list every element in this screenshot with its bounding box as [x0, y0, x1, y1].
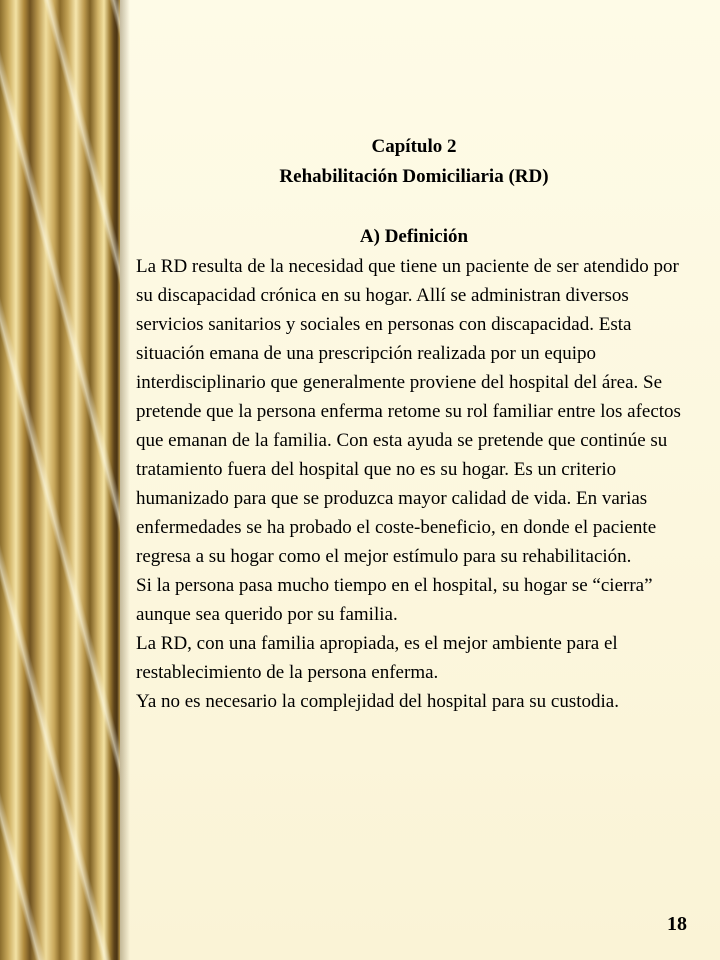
chapter-title: Rehabilitación Domiciliaria (RD) — [279, 166, 549, 187]
section-title: A) Definición — [359, 226, 469, 247]
spacer — [136, 192, 692, 222]
chapter-label: Capítulo 2 — [371, 136, 457, 157]
paragraph: Ya no es necesario la complejidad del hospital para su custodia. — [136, 691, 619, 712]
paragraph: La RD resulta de la necesidad que tiene un paciente de ser atendido por su discapacidad crónica en su hogar. Allí se administran diversos servicios sanitarios y sociales en personas con discapacidad. Esta situación emana de una prescripción realizada por un equipo interdisciplinario que generalmente proviene del hospital del área. Se pretende que la persona enferma retome su rol familiar entre los afectos que emanan de la familia. Con esta ayuda se pretende que continúe su tratamiento fuera del hospital que no es su hogar. Es un criterio humanizado para que se produzca mayor calidad de vida. En varias enfermedades se ha probado el coste-beneficio, en donde el paciente regresa a su hogar como el mejor estímulo para su rehabilitación. — [136, 256, 681, 567]
page-number: 18 — [667, 913, 687, 935]
paragraph: Si la persona pasa mucho tiempo en el hospital, su hogar se “cierra” aunque sea querido por su familia. — [136, 575, 653, 625]
body-text — [136, 252, 692, 716]
border-shadow — [120, 0, 130, 960]
main-content — [136, 132, 692, 716]
decorative-gold-border — [0, 0, 120, 960]
paragraph: La RD, con una familia apropiada, es el mejor ambiente para el restablecimiento de la persona enferma. — [136, 633, 618, 683]
